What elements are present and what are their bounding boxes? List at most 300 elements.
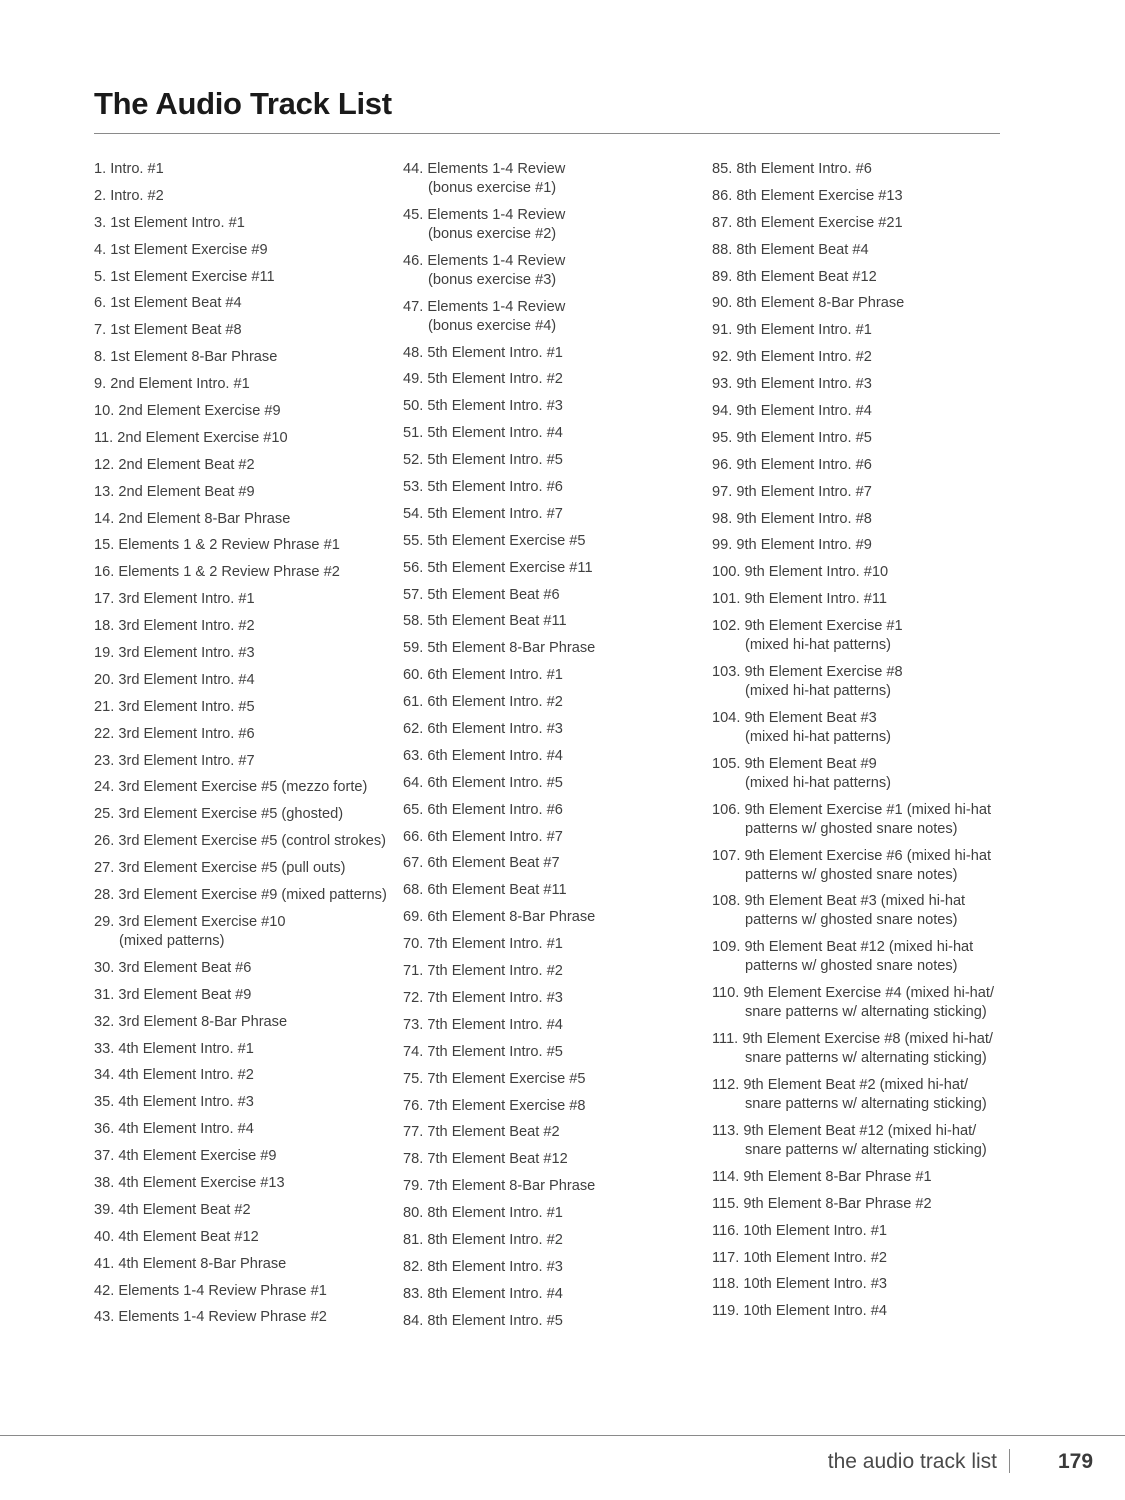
track-title: 4th Element Intro. #1: [118, 1040, 254, 1057]
track-title: 7th Element Intro. #5: [427, 1043, 563, 1060]
track-line: [403, 667, 563, 683]
track-line: [94, 960, 251, 976]
track-line: [712, 1303, 887, 1319]
track-item: [712, 510, 1012, 529]
track-number: 2.: [94, 187, 107, 204]
track-number: 12.: [94, 456, 115, 473]
track-line: [712, 710, 877, 726]
track-number: 93.: [712, 376, 733, 393]
track-item: [712, 801, 1012, 839]
track-item: [403, 586, 703, 605]
track-item: [403, 1231, 703, 1250]
track-item: [94, 348, 394, 367]
track-title: 7th Element Exercise #5: [427, 1070, 586, 1087]
track-title: 9th Element Beat #9: [744, 755, 877, 772]
track-item: [712, 429, 1012, 448]
track-title-continuation: (mixed hi-hat patterns): [745, 728, 891, 745]
track-number: 64.: [403, 774, 424, 791]
track-title: 6th Element 8-Bar Phrase: [427, 909, 596, 926]
track-title: 4th Element Intro. #2: [118, 1067, 254, 1084]
track-line: [94, 349, 277, 365]
track-title-continuation: patterns w/ ghosted snare notes): [745, 912, 958, 929]
track-item: [94, 805, 394, 824]
track-item: [94, 752, 394, 771]
track-number: 69.: [403, 909, 424, 926]
track-item: [403, 1312, 703, 1331]
track-number: 20.: [94, 671, 115, 688]
track-line: [94, 860, 345, 876]
track-number: 92.: [712, 349, 733, 366]
track-title: 9th Element Intro. #7: [736, 483, 872, 500]
track-item: [94, 456, 394, 475]
track-line: [403, 1071, 586, 1087]
track-title: 9th Element 8-Bar Phrase #1: [743, 1168, 932, 1185]
track-number: 72.: [403, 989, 424, 1006]
track-line: [712, 295, 904, 311]
track-title: 6th Element Intro. #1: [427, 667, 563, 684]
track-item: [403, 1150, 703, 1169]
track-line: [712, 1196, 932, 1212]
track-line: [94, 914, 285, 930]
track-title: 3rd Element Intro. #3: [118, 645, 255, 662]
track-number: 70.: [403, 936, 424, 953]
track-number: 115.: [712, 1195, 740, 1212]
track-item: [403, 559, 703, 578]
track-number: 51.: [403, 425, 424, 442]
track-number: 4.: [94, 241, 107, 258]
track-item: [403, 774, 703, 793]
track-line: [403, 345, 563, 361]
track-number: 85.: [712, 161, 733, 177]
track-item: [94, 671, 394, 690]
track-title: 5th Element Exercise #5: [427, 532, 586, 549]
track-number: 32.: [94, 1013, 115, 1030]
track-title: 9th Element Exercise #6 (mixed hi-hat: [744, 847, 992, 864]
track-title: 8th Element Beat #12: [736, 268, 877, 285]
track-item: [712, 709, 1012, 747]
track-number: 71.: [403, 963, 424, 980]
track-number: 102.: [712, 618, 741, 635]
track-item: [403, 1285, 703, 1304]
track-line: [94, 1094, 254, 1110]
track-item: [94, 268, 394, 287]
track-title: 8th Element 8-Bar Phrase: [736, 295, 905, 312]
track-number: 86.: [712, 187, 733, 204]
track-number: 65.: [403, 801, 424, 818]
track-line: [712, 322, 872, 338]
track-item: [403, 370, 703, 389]
track-item: [403, 666, 703, 685]
track-item: [403, 801, 703, 820]
track-title: Elements 1-4 Review: [427, 206, 566, 223]
track-line: [94, 726, 255, 742]
track-item: [403, 881, 703, 900]
track-item: [712, 1222, 1012, 1241]
track-line: [712, 188, 903, 204]
track-line: [94, 753, 255, 769]
track-item: [712, 241, 1012, 260]
track-title: 5th Element Intro. #3: [427, 398, 563, 415]
track-title-continuation: snare patterns w/ alternating sticking): [745, 1096, 987, 1113]
track-title: 9th Element Intro. #8: [736, 510, 872, 527]
track-line: [403, 587, 560, 603]
track-number: 79.: [403, 1178, 424, 1195]
track-number: 97.: [712, 483, 733, 500]
track-title: 9th Element Intro. #4: [736, 403, 872, 420]
track-line: [712, 1223, 887, 1239]
track-item: [403, 720, 703, 739]
track-number: 43.: [94, 1309, 115, 1326]
track-number: 44.: [403, 161, 424, 177]
track-title: 6th Element Beat #7: [427, 855, 560, 872]
track-number: 53.: [403, 479, 424, 496]
track-item: [94, 536, 394, 555]
track-number: 28.: [94, 887, 115, 904]
track-number: 104.: [712, 709, 741, 726]
track-title: 10th Element Intro. #1: [743, 1222, 887, 1239]
track-title: 3rd Element Exercise #5 (ghosted): [118, 806, 344, 823]
track-title: 5th Element Exercise #11: [427, 559, 593, 576]
track-title: 4th Element Exercise #13: [118, 1174, 285, 1191]
track-number: 107.: [712, 847, 741, 864]
track-title: 9th Element Beat #12 (mixed hi-hat/: [743, 1122, 977, 1139]
track-title: 3rd Element Exercise #5 (control strokes): [118, 833, 387, 850]
track-number: 58.: [403, 613, 424, 630]
track-number: 55.: [403, 532, 424, 549]
track-title: 3rd Element Intro. #7: [118, 752, 255, 769]
track-number: 26.: [94, 833, 115, 850]
track-number: 13.: [94, 483, 115, 500]
track-item: [94, 832, 394, 851]
track-title: Elements 1 & 2 Review Phrase #1: [118, 537, 340, 554]
track-title: 9th Element Beat #12 (mixed hi-hat: [744, 939, 974, 956]
track-line: [94, 1014, 287, 1030]
track-line: [94, 457, 255, 473]
footer-separator: [1009, 1449, 1010, 1473]
track-item: [712, 294, 1012, 313]
track-line: [403, 452, 563, 468]
track-number: 89.: [712, 268, 733, 285]
track-line: [403, 299, 565, 315]
track-title: 4th Element 8-Bar Phrase: [118, 1255, 287, 1272]
track-title-continuation: (bonus exercise #4): [428, 317, 557, 334]
track-number: 1.: [94, 161, 107, 177]
track-item: [403, 612, 703, 631]
track-title: 4th Element Beat #2: [118, 1201, 251, 1218]
track-item: [403, 989, 703, 1008]
track-line: [94, 564, 340, 580]
track-title-continuation: (mixed hi-hat patterns): [745, 683, 891, 700]
track-title: 2nd Element Beat #2: [118, 456, 255, 473]
track-number: 112.: [712, 1077, 740, 1094]
track-item: [712, 1168, 1012, 1187]
track-item: [712, 1122, 1012, 1160]
track-line: [403, 1151, 568, 1167]
track-title: 3rd Element Exercise #5 (pull outs): [118, 860, 346, 877]
track-line: [712, 511, 872, 527]
track-line: [403, 560, 593, 576]
track-number: 27.: [94, 860, 115, 877]
track-item: [94, 1093, 394, 1112]
track-line: [403, 1124, 560, 1140]
track-title: 7th Element 8-Bar Phrase: [427, 1178, 596, 1195]
track-line: [403, 1205, 563, 1221]
track-line: [94, 618, 255, 634]
track-title: 3rd Element Intro. #5: [118, 698, 255, 715]
track-line: [94, 242, 268, 258]
track-number: 37.: [94, 1148, 115, 1165]
track-number: 62.: [403, 721, 424, 738]
track-item: [712, 160, 1012, 179]
track-item: [403, 1177, 703, 1196]
track-line: [403, 829, 563, 845]
track-number: 83.: [403, 1285, 424, 1302]
track-line: [94, 215, 245, 231]
track-item: [94, 402, 394, 421]
track-line: [94, 779, 367, 795]
track-number: 113.: [712, 1122, 740, 1139]
track-title: 7th Element Beat #2: [427, 1124, 560, 1141]
track-title: 6th Element Intro. #5: [427, 774, 563, 791]
track-item: [712, 483, 1012, 502]
track-number: 18.: [94, 618, 115, 635]
track-title: 1st Element Exercise #9: [110, 241, 268, 258]
track-number: 108.: [712, 893, 741, 910]
track-title: 9th Element Intro. #11: [744, 591, 887, 608]
track-line: [94, 887, 387, 903]
track-title: 3rd Element Intro. #2: [118, 618, 255, 635]
track-title: 7th Element Exercise #8: [427, 1097, 586, 1114]
track-number: 5.: [94, 268, 107, 285]
track-item: [94, 1201, 394, 1220]
track-number: 38.: [94, 1174, 115, 1191]
track-item: [712, 563, 1012, 582]
track-title: 6th Element Intro. #3: [427, 721, 563, 738]
track-number: 75.: [403, 1070, 424, 1087]
track-title: 10th Element Intro. #3: [743, 1276, 887, 1293]
track-number: 42.: [94, 1282, 115, 1299]
track-line: [712, 215, 903, 231]
footer-divider: [0, 1435, 1125, 1436]
track-line: [94, 1121, 254, 1137]
track-title: 9th Element Beat #3 (mixed hi-hat: [744, 893, 966, 910]
track-item: [403, 160, 703, 198]
track-number: 52.: [403, 452, 424, 469]
track-line: [94, 269, 275, 285]
track-item: [94, 698, 394, 717]
track-item: [94, 590, 394, 609]
track-line: [94, 591, 255, 607]
track-line: [712, 1123, 976, 1139]
track-item: [403, 747, 703, 766]
track-item: [712, 984, 1012, 1022]
track-item: [94, 483, 394, 502]
track-title: Intro. #1: [110, 161, 164, 177]
track-item: [712, 617, 1012, 655]
track-line: [94, 161, 164, 177]
track-item: [403, 424, 703, 443]
track-number: 117.: [712, 1249, 740, 1266]
track-line: [403, 882, 567, 898]
track-number: 30.: [94, 959, 115, 976]
track-title: 8th Element Intro. #6: [736, 161, 872, 177]
track-line: [94, 672, 255, 688]
track-title: 9th Element Intro. #10: [744, 564, 889, 581]
track-line: [94, 987, 251, 1003]
track-item: [94, 1308, 394, 1327]
track-line: [403, 802, 563, 818]
track-item: [94, 644, 394, 663]
track-title: 2nd Element 8-Bar Phrase: [118, 510, 291, 527]
track-line: [94, 376, 250, 392]
track-item: [94, 886, 394, 905]
track-number: 33.: [94, 1040, 115, 1057]
track-line: [403, 694, 563, 710]
track-line: [712, 564, 888, 580]
track-item: [712, 536, 1012, 555]
track-title: 5th Element Intro. #4: [427, 425, 563, 442]
track-number: 29.: [94, 913, 115, 930]
track-number: 36.: [94, 1121, 115, 1138]
track-item: [94, 1228, 394, 1247]
track-item: [403, 908, 703, 927]
track-title: 1st Element Exercise #11: [110, 268, 275, 285]
track-line: [94, 403, 281, 419]
track-line: [403, 613, 567, 629]
page-title: The Audio Track List: [94, 86, 392, 121]
track-number: 40.: [94, 1228, 115, 1245]
track-number: 56.: [403, 559, 424, 576]
track-number: 96.: [712, 456, 733, 473]
track-number: 8.: [94, 349, 107, 366]
track-line: [403, 963, 563, 979]
track-item: [94, 1013, 394, 1032]
track-number: 16.: [94, 564, 115, 581]
track-title: 9th Element Intro. #3: [736, 376, 872, 393]
track-title: 9th Element Intro. #6: [736, 456, 872, 473]
track-item: [94, 321, 394, 340]
track-item: [403, 397, 703, 416]
track-item: [403, 1123, 703, 1142]
track-title-continuation: snare patterns w/ alternating sticking): [745, 1141, 987, 1158]
track-item: [712, 1249, 1012, 1268]
track-title: Intro. #2: [110, 187, 164, 204]
track-item: [403, 451, 703, 470]
track-item: [403, 854, 703, 873]
track-number: 57.: [403, 586, 424, 603]
track-title: 8th Element Intro. #3: [427, 1258, 563, 1275]
track-title: 3rd Element Beat #9: [118, 986, 252, 1003]
track-item: [94, 986, 394, 1005]
track-title: 7th Element Intro. #3: [427, 989, 563, 1006]
track-line: [94, 511, 290, 527]
track-line: [94, 188, 164, 204]
track-title: 9th Element Exercise #1: [744, 618, 903, 635]
track-number: 76.: [403, 1097, 424, 1114]
track-line: [712, 591, 887, 607]
track-number: 25.: [94, 806, 115, 823]
track-item: [94, 725, 394, 744]
track-item: [94, 1174, 394, 1193]
track-title-continuation: (mixed patterns): [119, 932, 225, 949]
track-number: 118.: [712, 1276, 740, 1293]
track-line: [94, 1041, 254, 1057]
track-title: 5th Element Intro. #7: [427, 505, 563, 522]
track-number: 23.: [94, 752, 115, 769]
track-title-continuation: (bonus exercise #3): [428, 271, 557, 288]
track-line: [712, 376, 872, 392]
track-title: 4th Element Exercise #9: [118, 1148, 277, 1165]
track-title: 9th Element Beat #3: [744, 709, 877, 726]
track-line: [403, 207, 565, 223]
track-line: [712, 457, 872, 473]
track-item: [712, 938, 1012, 976]
track-number: 105.: [712, 755, 741, 772]
track-line: [712, 939, 973, 955]
track-number: 19.: [94, 645, 115, 662]
track-line: [94, 645, 255, 661]
track-item: [712, 1076, 1012, 1114]
track-item: [712, 755, 1012, 793]
track-number: 45.: [403, 206, 424, 223]
footer-section-label: the audio track list: [827, 1450, 997, 1473]
track-number: 103.: [712, 664, 741, 681]
track-line: [94, 699, 255, 715]
track-number: 80.: [403, 1205, 424, 1222]
track-line: [94, 1067, 254, 1083]
track-list-column-2: [403, 160, 703, 1339]
track-title: Elements 1-4 Review: [427, 298, 566, 315]
track-line: [94, 806, 343, 822]
track-number: 73.: [403, 1016, 424, 1033]
track-item: [94, 1282, 394, 1301]
track-title: 9th Element Intro. #9: [736, 537, 872, 554]
track-item: [94, 510, 394, 529]
track-line: [403, 1098, 586, 1114]
track-item: [94, 241, 394, 260]
track-number: 77.: [403, 1124, 424, 1141]
track-line: [712, 1031, 993, 1047]
track-number: 48.: [403, 344, 424, 361]
track-number: 50.: [403, 398, 424, 415]
track-line: [712, 756, 877, 772]
track-number: 74.: [403, 1043, 424, 1060]
track-line: [403, 775, 563, 791]
track-line: [403, 990, 563, 1006]
track-number: 34.: [94, 1067, 115, 1084]
track-line: [403, 1313, 563, 1329]
track-number: 95.: [712, 429, 733, 446]
track-title-continuation: patterns w/ ghosted snare notes): [745, 958, 958, 975]
track-line: [403, 161, 565, 177]
track-number: 17.: [94, 591, 115, 608]
track-item: [94, 778, 394, 797]
track-line: [403, 1044, 563, 1060]
track-line: [403, 1259, 563, 1275]
track-line: [403, 748, 563, 764]
track-title-continuation: (bonus exercise #1): [428, 180, 557, 196]
track-item: [712, 456, 1012, 475]
track-title: Elements 1-4 Review: [427, 252, 566, 269]
track-line: [403, 371, 563, 387]
track-title: Elements 1-4 Review Phrase #2: [118, 1309, 327, 1326]
track-number: 81.: [403, 1231, 424, 1248]
track-title-continuation: snare patterns w/ alternating sticking): [745, 1050, 987, 1067]
track-number: 3.: [94, 214, 107, 231]
track-number: 35.: [94, 1094, 115, 1111]
track-title: 8th Element Intro. #5: [427, 1312, 563, 1329]
track-title-continuation: (mixed hi-hat patterns): [745, 637, 891, 654]
